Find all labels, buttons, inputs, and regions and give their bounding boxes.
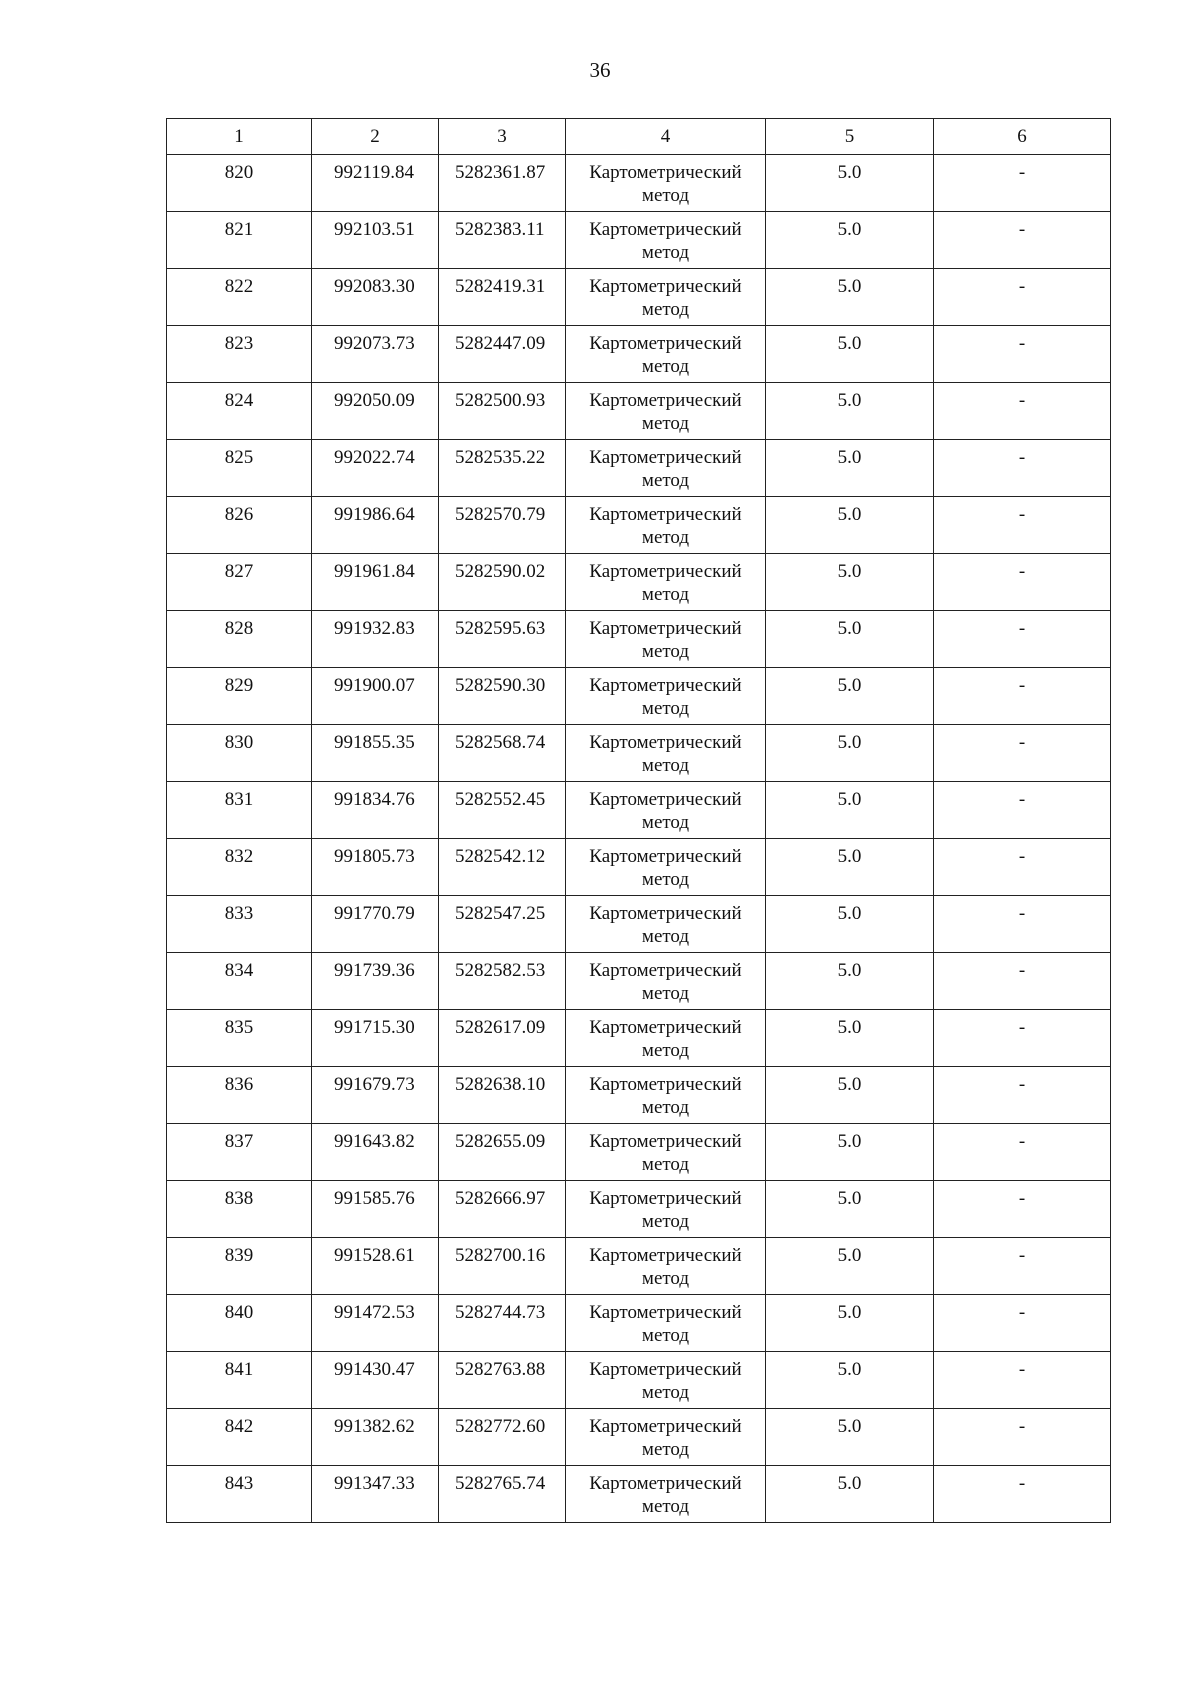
accuracy-cell: 5.0 [766, 1352, 934, 1409]
point-number-cell: 833 [167, 896, 312, 953]
point-number-cell: 834 [167, 953, 312, 1010]
note-cell: - [934, 611, 1111, 668]
y-coordinate-cell: 5282447.09 [439, 326, 566, 383]
x-coordinate-cell: 991430.47 [312, 1352, 439, 1409]
column-header-6: 6 [934, 119, 1111, 155]
point-number-cell: 838 [167, 1181, 312, 1238]
method-cell: Картометрический метод [566, 497, 766, 554]
point-number-cell: 824 [167, 383, 312, 440]
point-number-cell: 821 [167, 212, 312, 269]
note-cell: - [934, 269, 1111, 326]
point-number-cell: 823 [167, 326, 312, 383]
accuracy-cell: 5.0 [766, 1181, 934, 1238]
note-cell: - [934, 1067, 1111, 1124]
method-cell: Картометрический метод [566, 725, 766, 782]
method-cell: Картометрический метод [566, 668, 766, 725]
x-coordinate-cell: 991528.61 [312, 1238, 439, 1295]
y-coordinate-cell: 5282765.74 [439, 1466, 566, 1523]
accuracy-cell: 5.0 [766, 782, 934, 839]
point-number-cell: 843 [167, 1466, 312, 1523]
point-number-cell: 825 [167, 440, 312, 497]
x-coordinate-cell: 991347.33 [312, 1466, 439, 1523]
point-number-cell: 840 [167, 1295, 312, 1352]
accuracy-cell: 5.0 [766, 725, 934, 782]
x-coordinate-cell: 991382.62 [312, 1409, 439, 1466]
method-cell: Картометрический метод [566, 782, 766, 839]
point-number-cell: 829 [167, 668, 312, 725]
table-row [167, 1010, 1111, 1067]
note-cell: - [934, 1409, 1111, 1466]
point-number-cell: 828 [167, 611, 312, 668]
point-number-cell: 831 [167, 782, 312, 839]
method-cell: Картометрический метод [566, 839, 766, 896]
y-coordinate-cell: 5282361.87 [439, 155, 566, 212]
table-row [167, 1409, 1111, 1466]
note-cell: - [934, 953, 1111, 1010]
note-cell: - [934, 1295, 1111, 1352]
y-coordinate-cell: 5282568.74 [439, 725, 566, 782]
column-header-1: 1 [167, 119, 312, 155]
accuracy-cell: 5.0 [766, 896, 934, 953]
method-cell: Картометрический метод [566, 1010, 766, 1067]
point-number-cell: 822 [167, 269, 312, 326]
table-row [167, 269, 1111, 326]
point-number-cell: 820 [167, 155, 312, 212]
point-number-cell: 837 [167, 1124, 312, 1181]
accuracy-cell: 5.0 [766, 497, 934, 554]
method-cell: Картометрический метод [566, 155, 766, 212]
accuracy-cell: 5.0 [766, 440, 934, 497]
y-coordinate-cell: 5282638.10 [439, 1067, 566, 1124]
table-row [167, 839, 1111, 896]
method-cell: Картометрический метод [566, 1409, 766, 1466]
y-coordinate-cell: 5282655.09 [439, 1124, 566, 1181]
x-coordinate-cell: 991986.64 [312, 497, 439, 554]
note-cell: - [934, 1352, 1111, 1409]
accuracy-cell: 5.0 [766, 269, 934, 326]
x-coordinate-cell: 991585.76 [312, 1181, 439, 1238]
point-number-cell: 836 [167, 1067, 312, 1124]
x-coordinate-cell: 991932.83 [312, 611, 439, 668]
y-coordinate-cell: 5282383.11 [439, 212, 566, 269]
accuracy-cell: 5.0 [766, 212, 934, 269]
accuracy-cell: 5.0 [766, 611, 934, 668]
column-header-4: 4 [566, 119, 766, 155]
x-coordinate-cell: 992073.73 [312, 326, 439, 383]
note-cell: - [934, 668, 1111, 725]
table-row [167, 1352, 1111, 1409]
point-number-cell: 839 [167, 1238, 312, 1295]
note-cell: - [934, 1238, 1111, 1295]
x-coordinate-cell: 992022.74 [312, 440, 439, 497]
table-row [167, 953, 1111, 1010]
y-coordinate-cell: 5282744.73 [439, 1295, 566, 1352]
method-cell: Картометрический метод [566, 554, 766, 611]
accuracy-cell: 5.0 [766, 554, 934, 611]
y-coordinate-cell: 5282700.16 [439, 1238, 566, 1295]
x-coordinate-cell: 991805.73 [312, 839, 439, 896]
method-cell: Картометрический метод [566, 212, 766, 269]
x-coordinate-cell: 991715.30 [312, 1010, 439, 1067]
accuracy-cell: 5.0 [766, 155, 934, 212]
table-row [167, 1238, 1111, 1295]
x-coordinate-cell: 991643.82 [312, 1124, 439, 1181]
accuracy-cell: 5.0 [766, 668, 934, 725]
column-header-3: 3 [439, 119, 566, 155]
note-cell: - [934, 212, 1111, 269]
y-coordinate-cell: 5282590.30 [439, 668, 566, 725]
note-cell: - [934, 326, 1111, 383]
x-coordinate-cell: 992103.51 [312, 212, 439, 269]
table-row [167, 155, 1111, 212]
table-row [167, 782, 1111, 839]
note-cell: - [934, 155, 1111, 212]
point-number-cell: 835 [167, 1010, 312, 1067]
note-cell: - [934, 383, 1111, 440]
method-cell: Картометрический метод [566, 1181, 766, 1238]
point-number-cell: 841 [167, 1352, 312, 1409]
accuracy-cell: 5.0 [766, 1124, 934, 1181]
method-cell: Картометрический метод [566, 1295, 766, 1352]
column-header-2: 2 [312, 119, 439, 155]
table-row [167, 554, 1111, 611]
y-coordinate-cell: 5282590.02 [439, 554, 566, 611]
accuracy-cell: 5.0 [766, 1295, 934, 1352]
note-cell: - [934, 1181, 1111, 1238]
table-row [167, 383, 1111, 440]
y-coordinate-cell: 5282582.53 [439, 953, 566, 1010]
note-cell: - [934, 1010, 1111, 1067]
table-row [167, 725, 1111, 782]
table-row [167, 326, 1111, 383]
coordinates-table [166, 118, 1111, 1523]
column-header-5: 5 [766, 119, 934, 155]
y-coordinate-cell: 5282547.25 [439, 896, 566, 953]
accuracy-cell: 5.0 [766, 1067, 934, 1124]
table-row [167, 896, 1111, 953]
method-cell: Картометрический метод [566, 383, 766, 440]
table-row [167, 440, 1111, 497]
x-coordinate-cell: 992119.84 [312, 155, 439, 212]
point-number-cell: 827 [167, 554, 312, 611]
x-coordinate-cell: 991472.53 [312, 1295, 439, 1352]
y-coordinate-cell: 5282535.22 [439, 440, 566, 497]
note-cell: - [934, 839, 1111, 896]
x-coordinate-cell: 992050.09 [312, 383, 439, 440]
note-cell: - [934, 896, 1111, 953]
x-coordinate-cell: 992083.30 [312, 269, 439, 326]
method-cell: Картометрический метод [566, 1352, 766, 1409]
header-row [167, 119, 1111, 155]
method-cell: Картометрический метод [566, 1124, 766, 1181]
method-cell: Картометрический метод [566, 611, 766, 668]
table-row [167, 1067, 1111, 1124]
note-cell: - [934, 1466, 1111, 1523]
accuracy-cell: 5.0 [766, 1238, 934, 1295]
note-cell: - [934, 1124, 1111, 1181]
point-number-cell: 830 [167, 725, 312, 782]
table-row [167, 668, 1111, 725]
x-coordinate-cell: 991855.35 [312, 725, 439, 782]
table-row [167, 1124, 1111, 1181]
y-coordinate-cell: 5282772.60 [439, 1409, 566, 1466]
note-cell: - [934, 497, 1111, 554]
table-row [167, 497, 1111, 554]
accuracy-cell: 5.0 [766, 839, 934, 896]
method-cell: Картометрический метод [566, 1466, 766, 1523]
method-cell: Картометрический метод [566, 953, 766, 1010]
table-row [167, 1466, 1111, 1523]
y-coordinate-cell: 5282595.63 [439, 611, 566, 668]
accuracy-cell: 5.0 [766, 1466, 934, 1523]
x-coordinate-cell: 991900.07 [312, 668, 439, 725]
point-number-cell: 832 [167, 839, 312, 896]
y-coordinate-cell: 5282552.45 [439, 782, 566, 839]
method-cell: Картометрический метод [566, 326, 766, 383]
table-row [167, 611, 1111, 668]
accuracy-cell: 5.0 [766, 326, 934, 383]
method-cell: Картометрический метод [566, 1238, 766, 1295]
page-number: 36 [589, 58, 611, 82]
table-header [167, 119, 1111, 155]
y-coordinate-cell: 5282666.97 [439, 1181, 566, 1238]
accuracy-cell: 5.0 [766, 1010, 934, 1067]
accuracy-cell: 5.0 [766, 383, 934, 440]
x-coordinate-cell: 991834.76 [312, 782, 439, 839]
accuracy-cell: 5.0 [766, 1409, 934, 1466]
method-cell: Картометрический метод [566, 896, 766, 953]
x-coordinate-cell: 991961.84 [312, 554, 439, 611]
note-cell: - [934, 554, 1111, 611]
note-cell: - [934, 440, 1111, 497]
table-row [167, 1295, 1111, 1352]
y-coordinate-cell: 5282542.12 [439, 839, 566, 896]
accuracy-cell: 5.0 [766, 953, 934, 1010]
table-row [167, 212, 1111, 269]
method-cell: Картометрический метод [566, 269, 766, 326]
method-cell: Картометрический метод [566, 440, 766, 497]
note-cell: - [934, 725, 1111, 782]
y-coordinate-cell: 5282570.79 [439, 497, 566, 554]
y-coordinate-cell: 5282617.09 [439, 1010, 566, 1067]
x-coordinate-cell: 991770.79 [312, 896, 439, 953]
y-coordinate-cell: 5282763.88 [439, 1352, 566, 1409]
method-cell: Картометрический метод [566, 1067, 766, 1124]
point-number-cell: 842 [167, 1409, 312, 1466]
note-cell: - [934, 782, 1111, 839]
y-coordinate-cell: 5282500.93 [439, 383, 566, 440]
x-coordinate-cell: 991679.73 [312, 1067, 439, 1124]
table-body [167, 155, 1111, 1523]
y-coordinate-cell: 5282419.31 [439, 269, 566, 326]
table-row [167, 1181, 1111, 1238]
point-number-cell: 826 [167, 497, 312, 554]
x-coordinate-cell: 991739.36 [312, 953, 439, 1010]
